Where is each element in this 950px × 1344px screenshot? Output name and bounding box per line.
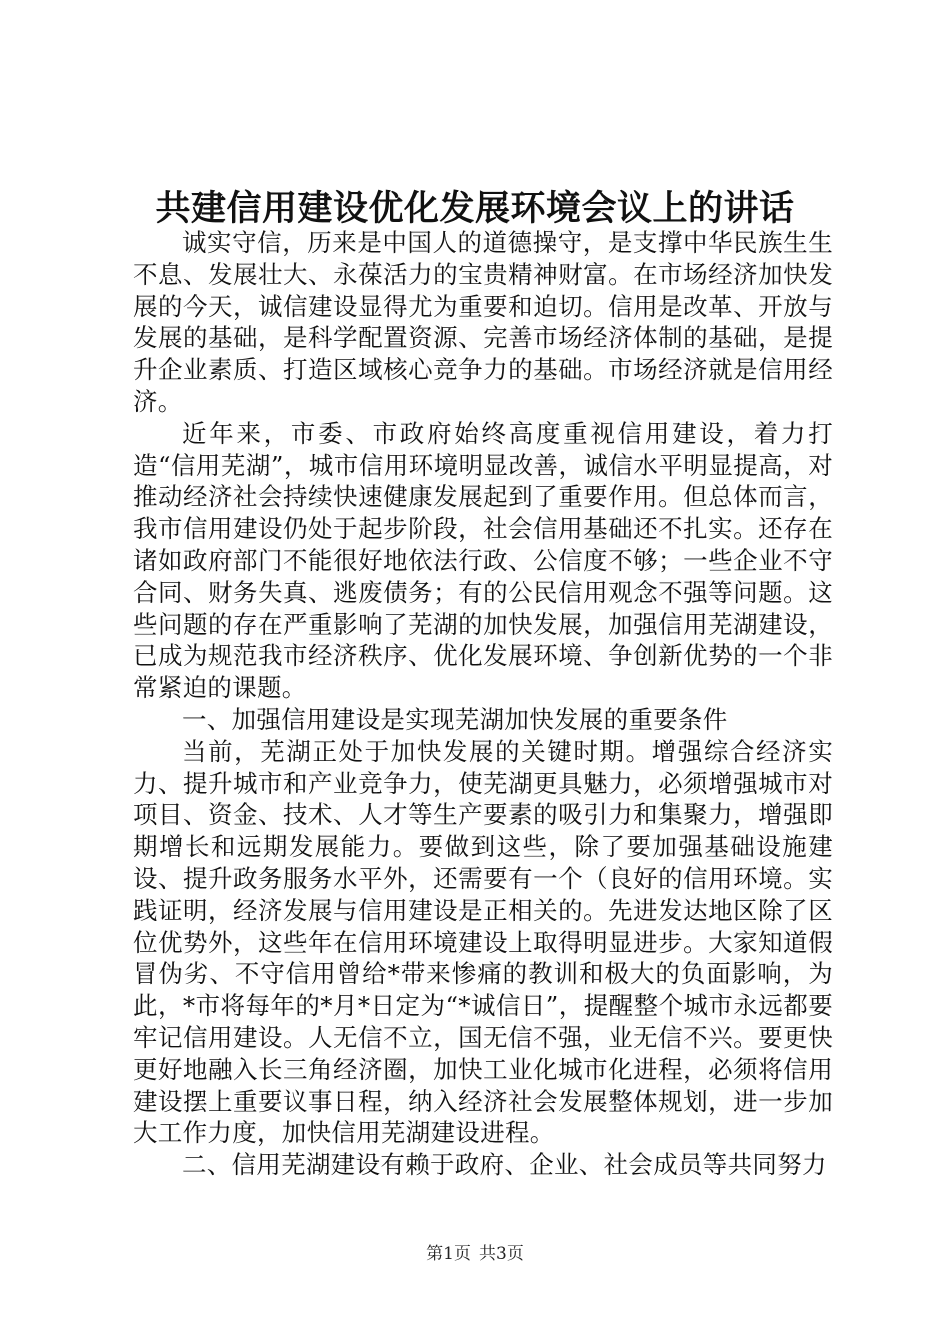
page-number: 第1页 — [426, 1244, 471, 1264]
document-body — [133, 227, 833, 1181]
section-heading-2: 二、信用芜湖建设有赖于政府、企业、社会成员等共同努力 — [182, 1150, 827, 1180]
section-heading-1: 一、加强信用建设是实现芜湖加快发展的重要条件 — [182, 704, 728, 734]
paragraph-3: 当前，芜湖正处于加快发展的关键时期。增强综合经济实力、提升城市和产业竞争力，使芜湖更具魅力，必须增强城市对项目、资金、技术、人才等生产要素的吸引力和集聚力，增强即期增长和远期发展能力。要做到这些，除了要加强基础设施建设、提升政务服务水平外，还需要有一个（良好的信用环境。实践证明，经济发展与信用建设是正相关的。先进发达地区除了区位优势外，这些年在信用环境建设上取得明显进步。大家知道假冒伪劣、不守信用曾给*带来惨痛的教训和极大的负面影响，为此，*市将每年的*月*日定为“*诚信日”，提醒整个城市永远都要牢记信用建设。人无信不立，国无信不强，业无信不兴。要更快更好地融入长三角经济圈，加快工业化城市化进程，必须将信用建设摆上重要议事日程，纳入经济社会发展整体规划，进一步加大工作力度，加快信用芜湖建设进程。 — [133, 736, 833, 1148]
page-total: 共3页 — [479, 1244, 524, 1264]
page-footer — [0, 1242, 950, 1266]
paragraph-2: 近年来，市委、市政府始终高度重视信用建设，着力打造“信用芜湖”，城市信用环境明显改善，诚信水平明显提高，对推动经济社会持续快速健康发展起到了重要作用。但总体而言，我市信用建设仍处于起步阶段，社会信用基础还不扎实。还存在诸如政府部门不能很好地依法行政、公信度不够；一些企业不守合同、财务失真、逃废债务；有的公民信用观念不强等问题。这些问题的存在严重影响了芜湖的加快发展，加强信用芜湖建设，已成为规范我市经济秩序、优化发展环境、争创新优势的一个非常紧迫的课题。 — [133, 418, 833, 703]
page-title: 共建信用建设优化发展环境会议上的讲话 — [155, 189, 795, 229]
paragraph-1: 诚实守信，历来是中国人的道德操守，是支撑中华民族生生不息、发展壮大、永葆活力的宝贵精神财富。在市场经济加快发展的今天，诚信建设显得尤为重要和迫切。信用是改革、开放与发展的基础，是科学配置资源、完善市场经济体制的基础，是提升企业素质、打造区域核心竞争力的基础。市场经济就是信用经济。 — [133, 228, 833, 416]
